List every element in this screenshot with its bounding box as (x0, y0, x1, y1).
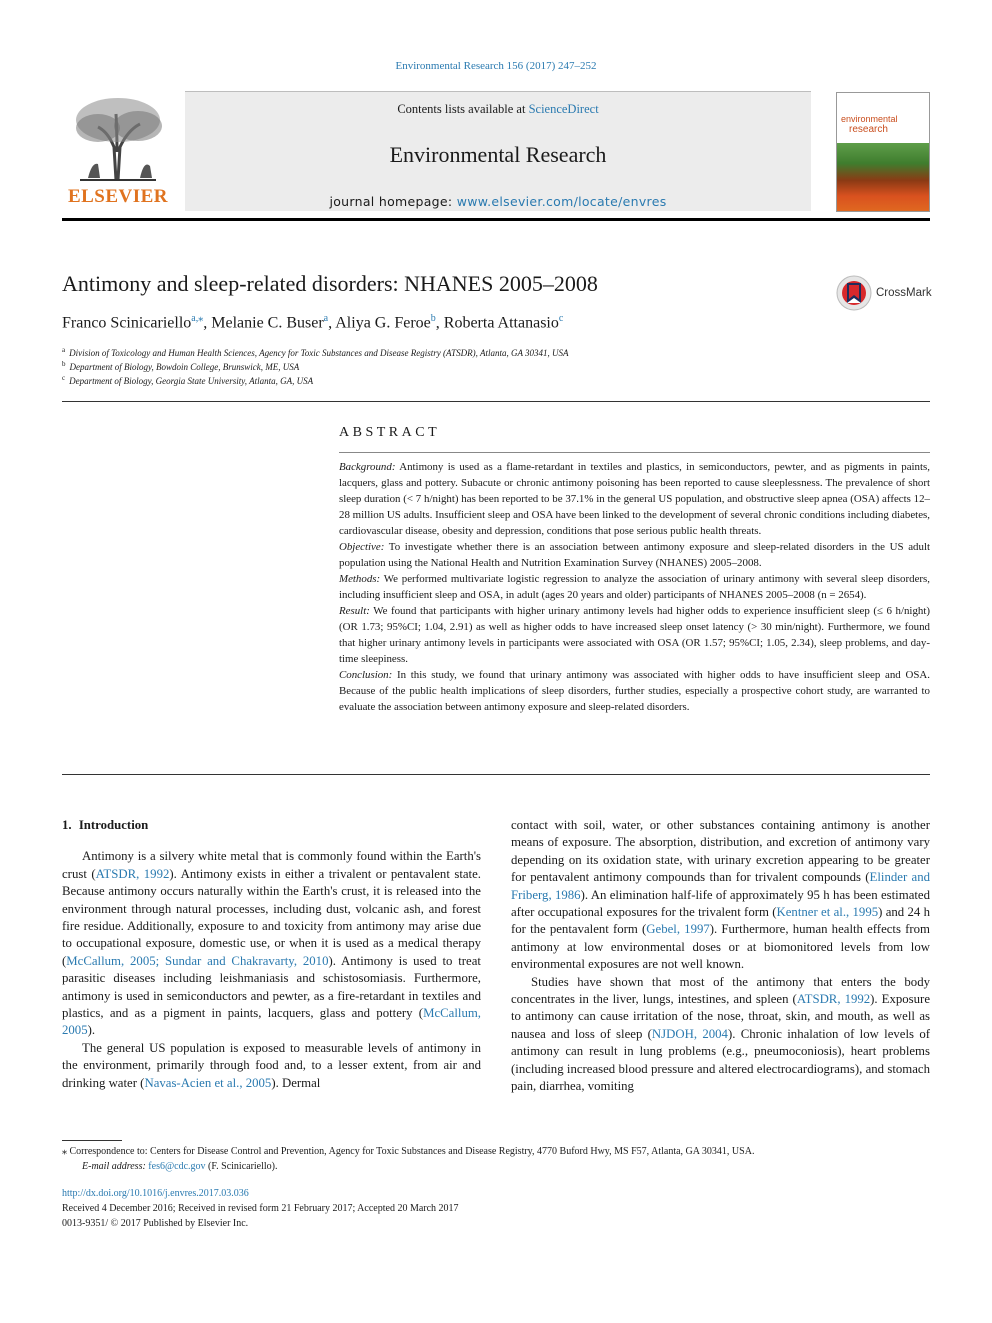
author-affiliation-mark[interactable]: b (430, 313, 436, 324)
citation-link[interactable]: Navas-Acien et al., 2005 (144, 1075, 272, 1090)
affiliation-text: Department of Biology, Bowdoin College, Brunswick, ME, USA (69, 362, 300, 372)
citation-link[interactable]: ATSDR, 1992 (95, 866, 170, 881)
paragraph-text: contact with soil, water, or other substances containing antimony is another means of exposure. The absorption, distribution, and excretion of antimony vary depending on its oxidation state, with urinary excretion appearing to be greater for pentavalent antimony compounds than for trivalent compounds ( (511, 818, 930, 885)
abstract-top-divider (339, 452, 930, 453)
abstract-body (339, 459, 930, 715)
abstract-text: We found that participants with higher urinary antimony levels had higher odds to experience insufficient sleep (≤ 6 h/night) (OR 1.73; 95%CI; 1.04, 2.91) as well as higher odds to have increased sleep onset latency (> 30 min/night). Furthermore, we found that higher urinary antimony levels in participants were associated with OSA (OR 1.57; 95%CI; 1.05, 2.34), sleep problems, and day-time sleepiness. (339, 605, 930, 665)
paragraph-text: Antimony is a silvery white metal that is commonly found within the Earth's crust ( (62, 849, 481, 881)
header-divider (62, 218, 930, 221)
paragraph-text: ). Furthermore, human health effects from antimony at low environmental doses or at biomonitored levels from low environmental exposures are not well known. (511, 922, 930, 972)
affiliation-c (62, 374, 313, 386)
citation-link[interactable]: NJDOH, 2004 (651, 1026, 728, 1041)
section-heading (62, 817, 481, 834)
affiliation-text: Department of Biology, Georgia State University, Atlanta, GA, USA (69, 376, 314, 386)
homepage-prefix: journal homepage: (329, 194, 457, 209)
citation-link[interactable]: Gebel, 1997 (646, 922, 710, 937)
email-link[interactable]: fes6@cdc.gov (148, 1161, 206, 1172)
email-footnote (82, 1161, 278, 1172)
paragraph-text: ). (87, 1023, 96, 1038)
correspondence-text: Correspondence to: Centers for Disease Control and Prevention, Agency for Toxic Substances and Disease Registry, 4770 Buford Hwy, MS F57, Atlanta, GA 30341, USA. (69, 1146, 755, 1157)
received-dates: Received 4 December 2016; Received in revised form 21 February 2017; Accepted 20 March 2017 (62, 1203, 459, 1214)
author-name[interactable]: Melanie C. Buser (211, 314, 324, 332)
affiliation-mark: b (62, 360, 66, 368)
body-column-left (62, 817, 481, 1092)
email-label: E-mail address: (82, 1161, 146, 1172)
body-paragraph (511, 817, 930, 974)
author-separator: , (328, 314, 336, 332)
body-column-right (511, 817, 930, 1096)
author-separator: , (435, 314, 444, 332)
elsevier-tree-icon (68, 92, 168, 184)
paragraph-text: ). Dermal (271, 1075, 321, 1090)
author-affiliation-mark[interactable]: c (558, 313, 564, 324)
citation-link[interactable]: ATSDR, 1992 (796, 992, 871, 1007)
author-affiliation-mark[interactable]: a,⁎ (191, 313, 204, 324)
paragraph-text: ). Chronic inhalation of low levels of antimony can result in lung problems (e.g., pneumoconiosis), heart problems (including increased blood pressure and altered electrocardiograms), and stomach pain, diarrhea, vomiting (511, 1026, 930, 1094)
elsevier-wordmark: ELSEVIER (67, 186, 169, 207)
abstract-text: We performed multivariate logistic regression to analyze the association of urinary antimony with several sleep disorders, including insufficient sleep and OSA, in adult (ages 20 years and older) participants of NHANES 2005–2008 (n = 2654). (339, 573, 930, 601)
journal-title: Environmental Research (389, 142, 607, 167)
contents-line (185, 102, 811, 117)
paragraph-text: The general US population is exposed to measurable levels of antimony in the environment, primarily through food and, to a lesser extent, from air and drinking water ( (62, 1040, 481, 1090)
abstract-label: Background: (339, 461, 396, 473)
cover-title-1: environmental (841, 114, 898, 124)
crossmark-label: CrossMark (876, 287, 932, 299)
paragraph-text: ). Antimony exists in either a trivalent or pentavalent state. Because antimony occurs naturally within the Earth's crust, it is released into the environment through natural processes, including dust, volcanic ash, and forest fire residue. Additionally, exposure to and toxicity from antimony may arise due to occupational exposure, domestic use, or when it is used as a medical therapy ( (62, 866, 481, 968)
paragraph-text: ). Antimony is used to treat parasitic diseases including leishmaniasis and schistosomiasis. Furthermore, antimony is used in semiconductors and pewter, as a fire-retardant in textiles and plastics, and as a pigment in paints, lacquers, glass and pottery ( (62, 953, 481, 1021)
abstract-bottom-divider (62, 774, 930, 775)
abstract-label: Methods: (339, 573, 381, 585)
abstract-conclusion (339, 667, 930, 715)
abstract-objective (339, 539, 930, 571)
paragraph-text: ). An elimination half-life of approximately 95 h has been estimated after occupational exposures for the trivalent form ( (511, 887, 931, 920)
citation-link[interactable]: McCallum, 2005 (62, 1006, 481, 1038)
footnote-divider (62, 1140, 122, 1141)
affiliation-a (62, 346, 569, 358)
doi-link[interactable]: http://dx.doi.org/10.1016/j.envres.2017.03.036 (62, 1188, 249, 1199)
affiliation-text: Division of Toxicology and Human Health Sciences, Agency for Toxic Substances and Disease Registry (ATSDR), Atlanta, GA 30341, USA (69, 348, 569, 358)
correspondence-mark: ⁎ (62, 1146, 67, 1157)
citation-link[interactable]: McCallum, 2005; Sundar and Chakravarty, 2010 (66, 953, 329, 968)
author-affiliation-mark[interactable]: a (323, 313, 329, 324)
author-name[interactable]: Aliya G. Feroe (335, 314, 431, 332)
affiliation-mark: a (62, 346, 66, 354)
copyright-line: 0013-9351/ © 2017 Published by Elsevier Inc. (62, 1218, 249, 1229)
citation-link[interactable]: Elinder and Friberg, 1986 (511, 870, 930, 902)
abstract-label: Conclusion: (339, 669, 393, 681)
email-suffix: (F. Scinicariello). (205, 1161, 278, 1172)
contents-prefix: Contents lists available at (397, 102, 529, 116)
author-list (62, 313, 563, 332)
paragraph-text: Studies have shown that most of the antimony that enters the body concentrates in the liver, lungs, intestines, and spleen ( (511, 974, 930, 1007)
section-number: 1. (62, 818, 72, 832)
homepage-line (185, 194, 811, 209)
journal-cover-image[interactable] (836, 92, 930, 212)
abstract-text: To investigate whether there is an association between antimony exposure and sleep-related disorders in the US adult population using the National Health and Nutrition Examination Survey (NHANES) 2005–2008. (339, 541, 930, 569)
abstract-background (339, 459, 930, 539)
crossmark-icon (836, 275, 872, 311)
article-title: Antimony and sleep-related disorders: NHANES 2005–2008 (62, 271, 598, 296)
affiliation-mark: c (62, 374, 66, 382)
citation-link[interactable]: Kentner et al., 1995 (776, 905, 879, 920)
affiliation-b (62, 360, 299, 372)
abstract-text: In this study, we found that urinary antimony was associated with higher odds to have insufficient sleep and OSA. Because of the public health implications of sleep disorders, further studies, especially a prospective cohort study, are warranted to evaluate the association between antimony exposure and sleep-related disorders. (339, 669, 930, 713)
abstract-result (339, 603, 930, 667)
abstract-label: Objective: (339, 541, 385, 553)
author-name[interactable]: Roberta Attanasio (443, 314, 559, 332)
section-title: Introduction (78, 818, 149, 832)
affiliation-divider (62, 401, 930, 402)
body-paragraph (511, 974, 930, 1096)
abstract-heading: ABSTRACT (339, 425, 441, 440)
homepage-link[interactable]: www.elsevier.com/locate/envres (456, 194, 667, 209)
crossmark-badge[interactable] (836, 275, 932, 313)
journal-header (185, 91, 811, 211)
abstract-methods (339, 571, 930, 603)
cover-title-2: research (849, 124, 888, 135)
elsevier-logo (62, 92, 174, 214)
journal-citation-link[interactable]: Environmental Research 156 (2017) 247–252 (395, 60, 597, 72)
author-separator: , (203, 314, 212, 332)
correspondence-footnote (62, 1146, 754, 1157)
body-paragraph (62, 848, 481, 1039)
body-paragraph (62, 1040, 481, 1092)
abstract-label: Result: (339, 605, 370, 617)
author-name[interactable]: Franco Scinicariello (62, 314, 192, 332)
paragraph-text: ). Exposure to antimony can cause irritation of the nose, throat, skin, and mouth, as well as nausea and loss of sleep ( (511, 992, 930, 1041)
cover-photo (837, 143, 929, 211)
paragraph-text: ) and 24 h for the pentavalent form ( (511, 905, 931, 937)
abstract-text: Antimony is used as a flame-retardant in textiles and plastics, in semiconductors, pewter, and as pigments in paints, lacquers, glass and pottery. Subacute or chronic antimony poisoning has been reported to cause sleeplessness. The prevalence of short sleep duration (< 7 h/night) has been reported to be 37.1% in the general US population, and obstructive sleep apnea (OSA) affects 12–28 million US adults. Insufficient sleep and OSA have been linked to the development of several chronic conditions including diabetes, cardiovascular disease, obesity and depression, conditions that pose serious public health threats. (339, 461, 930, 537)
sciencedirect-link[interactable]: ScienceDirect (528, 102, 599, 116)
